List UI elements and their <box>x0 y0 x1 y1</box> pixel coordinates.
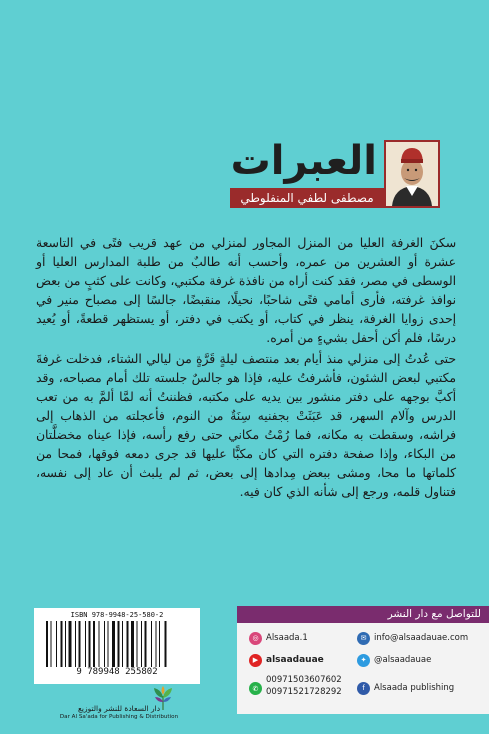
contact-header: للتواصل مع دار النشر <box>237 606 489 623</box>
contact-whatsapp[interactable] <box>249 674 342 704</box>
author-portrait-image <box>386 142 438 206</box>
contact-facebook[interactable] <box>357 680 454 696</box>
barcode-box <box>34 608 200 684</box>
facebook-icon: f <box>357 682 370 695</box>
isbn-label: ISBN 978-9948-25-580-2 <box>70 611 164 619</box>
whatsapp-number-2: 00971521728292 <box>266 687 342 697</box>
whatsapp-number-1: 00971503607602 <box>266 675 342 685</box>
synopsis-text <box>36 234 456 504</box>
mail-icon: ✉ <box>357 632 370 645</box>
youtube-icon: ▶ <box>249 654 262 667</box>
book-title: العبرات <box>230 138 377 184</box>
publisher-name-en: Dar Al Sa'ada for Publishing & Distribution <box>59 714 179 720</box>
contact-youtube[interactable] <box>249 652 324 668</box>
author-name: مصطفى لطفي المنفلوطي <box>230 188 384 208</box>
contact-panel <box>237 606 489 714</box>
whatsapp-icon: ✆ <box>249 682 262 695</box>
twitter-handle: @alsaadauae <box>374 655 432 665</box>
twitter-icon: ✦ <box>357 654 370 667</box>
instagram-handle: Alsaada.1 <box>266 633 308 643</box>
email-address: info@alsaadauae.com <box>374 633 469 643</box>
youtube-handle: alsaadauae <box>266 655 324 665</box>
paragraph-2: حتى عُدتُ إلى منزلي منذ أيام بعد منتصف ليلةٍ قَرَّةٍ من ليالي الشتاء، فدخلت غرفةَ مكتبي لبعض الشئون، فأشرفتُ عليه، فإذا هو جالسٌ جلسته تلك أمام مصباحه، وقد أكبَّ بوجهه على دفتر منشور بين يديه على مكتبه، فظننتُ أنه لمَّا ألمَّ به من تعب الدرس وآلام السهر، قد عَبَثَتْ بجفنيه سِنَةٌ من النوم، فأعجلته من الذهاب إلى فراشه، وسقطت به مكانه، فما رُمْتُ مكاني حتى رفع رأسه، فإذا عيناه مخضلَّتان من البكاء، وإذا صفحة دفتره التي كان مكبًّا عليها قد جرى دمعه فوقها، فمحا من كلماتها ما محا، ومشى ببعض مِدادها إلى بعض، ثم لم يلبث أن عاد إلى نفسه، فتناول قلمه، ورجع إلى شأنه الذي كان فيه. <box>36 352 456 499</box>
paragraph-1: سكنَ الغرفة العليا من المنزل المجاور لمنزلي من عهد قريب فتًى في التاسعة عشرة أو العشرين من عمره، وأحسب أنه طالبٌ من طلبة المدارس العليا أو الوسطى في مصر، فقد كنت أراه من نافذة غرفة مكتبي، وكانت على كثبٍ من بعض نوافذ غرفته، فأرى أمامي فتًى شاحبًا، نحيلًا، منقبضًا، جالسًا إلى مصباح منير في إحدى زوايا الغرفة، ينظر في كتاب، أو يكتب في دفتر، أو يستظهر قطعةً، أو يُعيد درسًا، فلم أكن أحفل بشيءٍ من أمره. <box>36 236 456 345</box>
facebook-page: Alsaada publishing <box>374 683 455 693</box>
publisher-name-ar: دار السعادة للنشر والتوزيع <box>77 704 161 713</box>
instagram-icon: ◎ <box>249 632 262 645</box>
author-portrait <box>384 140 440 208</box>
contact-email[interactable] <box>357 630 468 646</box>
barcode-icon <box>42 621 192 667</box>
barcode-number: 9 789948 255802 <box>76 667 158 677</box>
publisher-logo <box>52 686 186 726</box>
contact-instagram[interactable] <box>249 630 308 646</box>
whatsapp-numbers <box>266 674 342 698</box>
contact-twitter[interactable] <box>357 652 431 668</box>
